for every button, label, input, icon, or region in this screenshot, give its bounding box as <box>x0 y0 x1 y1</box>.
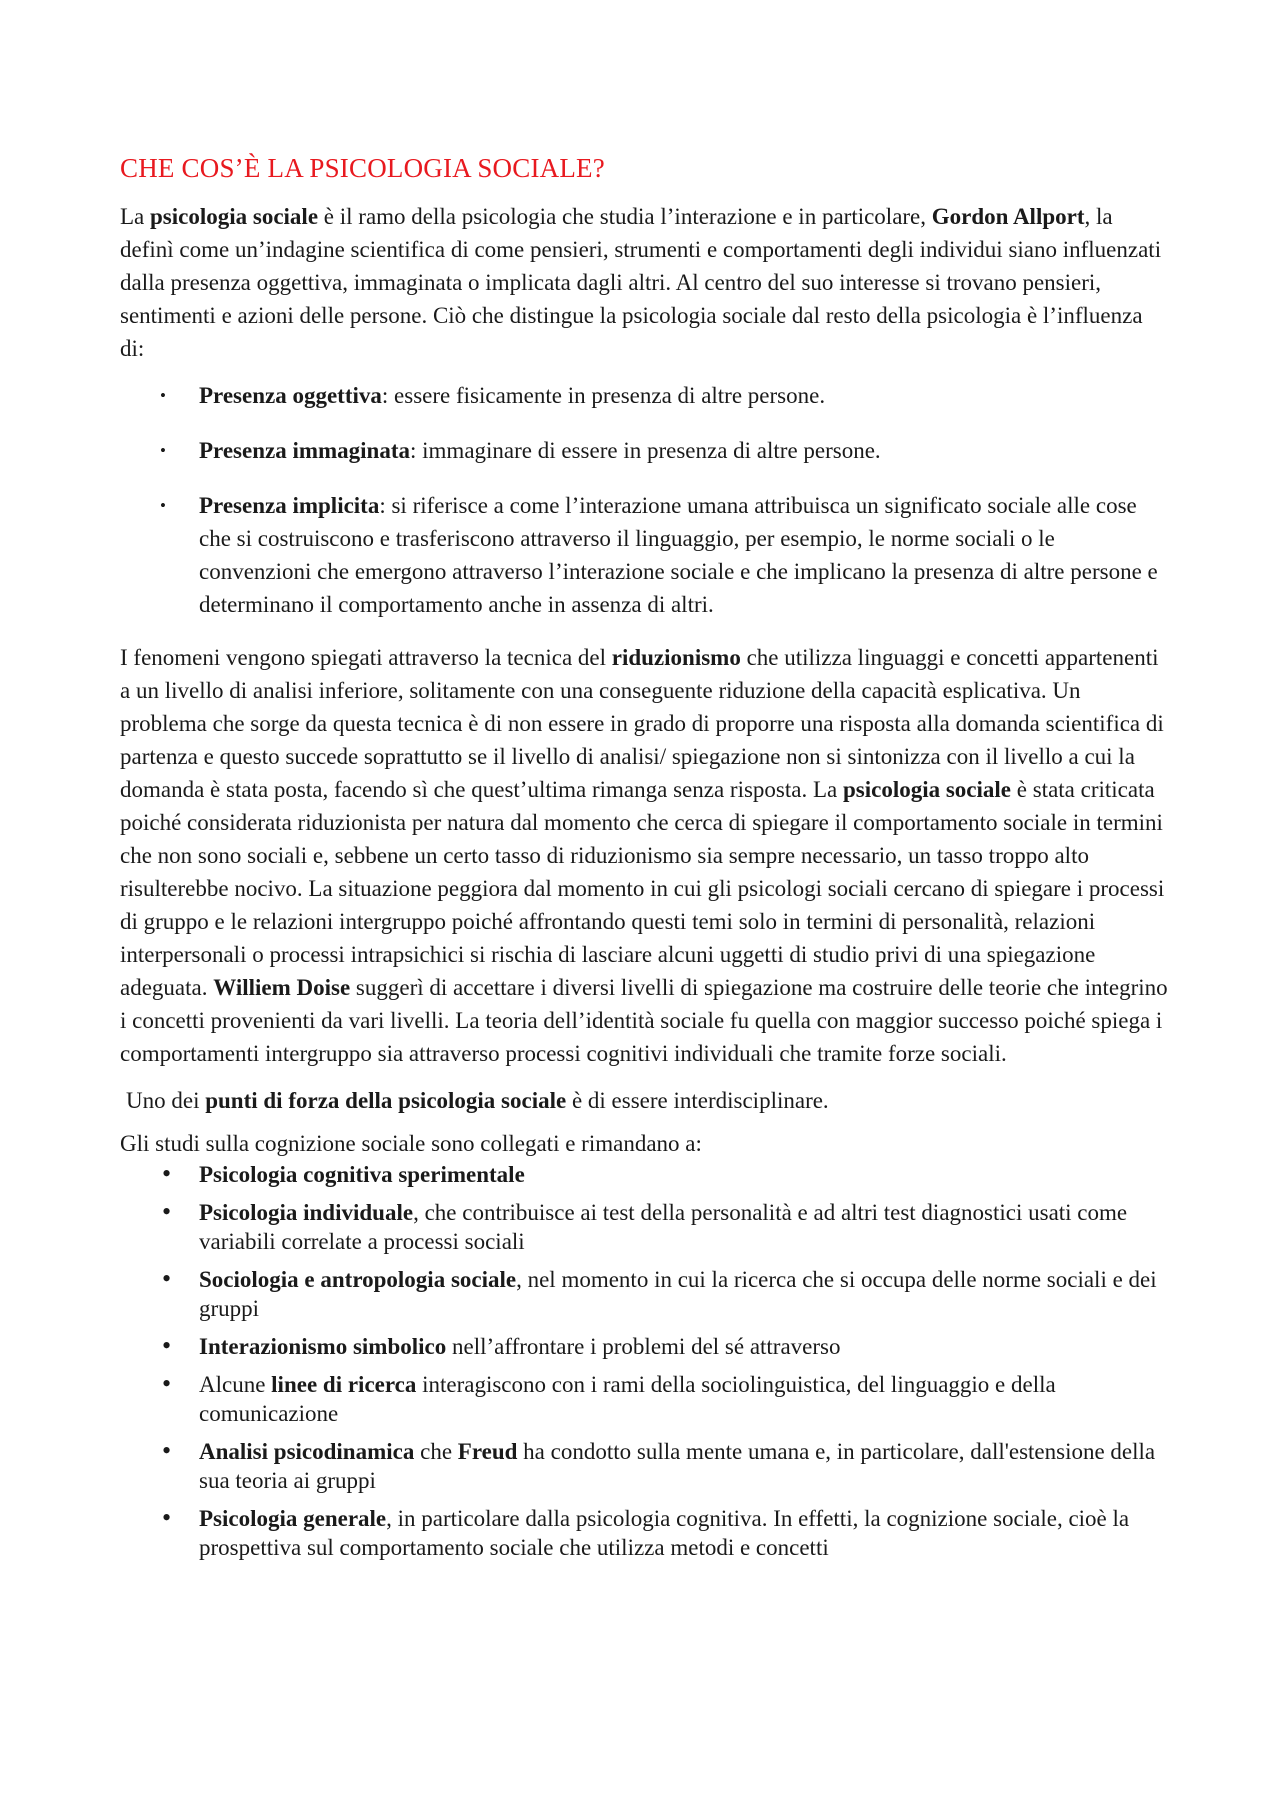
list-item <box>120 1437 1170 1495</box>
bold-term: Analisi psicodinamica <box>199 1439 415 1464</box>
text-run: è stata criticata poiché considerata riduzionista per natura dal momento che cerca di spiegare il comportamento sociale in termini che non sono sociali e, sebbene un certo tasso di riduzionismo sia sempre necessario, un tasso troppo alto risulterebbe nocivo. La situazione peggiora dal momento in cui gli psicologi sociali cercano di spiegare i processi di gruppo e le relazioni intergruppo poiché affrontando questi temi solo in termini di personalità, relazioni interpersonali o processi intrapsichici si rischia di lasciare alcuni uggetti di studio privi di una spiegazione adeguata. <box>120 777 1165 1000</box>
list-item <box>120 1504 1170 1562</box>
bold-term: Gordon Allport <box>931 204 1085 229</box>
bold-term: Psicologia cognitiva sperimentale <box>199 1162 525 1187</box>
document-body <box>120 150 1170 1571</box>
list-item <box>120 1265 1170 1323</box>
bold-term: psicologia sociale <box>150 204 319 229</box>
bullet-icon: • <box>160 441 166 460</box>
strength-paragraph <box>126 1084 1170 1117</box>
bold-term: punti di forza della psicologia sociale <box>205 1088 567 1113</box>
text-run: , che contribuisce ai test della personalità e ad altri test diagnostici usati come variabili correlate a processi sociali <box>199 1200 1128 1254</box>
bold-term: Presenza immaginata <box>199 438 411 463</box>
list-item <box>120 1370 1170 1428</box>
text-run: interagiscono con i rami della sociolinguistica, del linguaggio e della comunicazione <box>199 1372 1056 1426</box>
bullet-icon: • <box>162 1503 172 1532</box>
list-item <box>120 1160 1170 1189</box>
list-item <box>120 1332 1170 1361</box>
bullet-icon: • <box>160 386 166 405</box>
text-run: , nel momento in cui la ricerca che si occupa delle norme sociali e dei gruppi <box>199 1267 1157 1321</box>
list-item <box>120 379 1170 412</box>
text-run: : immaginare di essere in presenza di altre persone. <box>410 438 881 463</box>
text-run: Uno dei <box>126 1088 206 1113</box>
text-run: è il ramo della psicologia che studia l’interazione e in particolare, <box>318 204 932 229</box>
reductionism-paragraph <box>120 641 1170 1070</box>
bullet-icon: • <box>162 1264 172 1293</box>
text-run: : essere fisicamente in presenza di altre persone. <box>381 383 826 408</box>
text-run: Alcune <box>199 1372 272 1397</box>
list-item <box>120 1198 1170 1256</box>
text-run: I fenomeni vengono spiegati attraverso la tecnica del <box>120 645 612 670</box>
list-item <box>120 434 1170 467</box>
text-run: nell’affrontare i problemi del sé attraverso <box>446 1334 841 1359</box>
text-run: che utilizza linguaggi e concetti appartenenti a un livello di analisi inferiore, solitamente con una conseguente riduzione della capacità esplicativa. Un problema che sorge da questa tecnica è di non essere in grado di proporre una risposta alla domanda scientifica di partenza e questo succede soprattutto se il livello di analisi/ spiegazione non si sintonizza con il livello a cui la domanda è stata posta, facendo sì che quest’ultima rimanga senza risposta. La <box>120 645 1164 802</box>
bullet-icon: • <box>162 1197 172 1226</box>
bold-term: Freud <box>457 1439 518 1464</box>
bullet-icon: • <box>162 1331 172 1360</box>
bullet-icon: • <box>162 1369 172 1398</box>
bold-term: Interazionismo simbolico <box>199 1334 447 1359</box>
text-run: ha condotto sulla mente umana e, in particolare, dall'estensione della sua teoria ai gruppi <box>199 1439 1156 1493</box>
presence-list <box>120 379 1170 621</box>
bold-term: Presenza implicita <box>199 493 380 518</box>
bold-term: psicologia sociale <box>842 777 1012 802</box>
bullet-icon: • <box>162 1159 172 1188</box>
bullet-icon: • <box>162 1436 172 1465</box>
list-item <box>120 489 1170 621</box>
page-title: CHE COS’È LA PSICOLOGIA SOCIALE? <box>120 153 605 183</box>
bullet-icon: • <box>160 496 166 515</box>
text-run: , la definì come un’indagine scientifica di come pensieri, strumenti e comportamenti degli individui siano influenzati dalla presenza oggettiva, immaginata o implicata dagli altri. Al centro del suo interesse si trovano pensieri, sentimenti e azioni delle persone. Ciò che distingue la psicologia sociale dal resto della psicologia è l’influenza di: <box>120 204 1162 361</box>
text-run: che <box>414 1439 458 1464</box>
text-run: : si riferisce a come l’interazione umana attribuisca un significato sociale alle cose che si costruiscono e trasferiscono attraverso il linguaggio, per esempio, le norme sociali o le convenzioni che emergono attraverso l’interazione sociale e che implicano la presenza di altre persone e determinano il comportamento anche in assenza di altri. <box>199 493 1158 617</box>
bold-term: Sociologia e antropologia sociale <box>199 1267 517 1292</box>
links-intro: Gli studi sulla cognizione sociale sono collegati e rimandano a: <box>120 1131 702 1156</box>
bold-term: Presenza oggettiva <box>199 383 382 408</box>
bold-term: linee di ricerca <box>271 1372 417 1397</box>
text-run: La <box>120 204 151 229</box>
text-run: , in particolare dalla psicologia cognitiva. In effetti, la cognizione sociale, cioè la prospettiva sul comportamento sociale che utilizza metodi e concetti <box>199 1506 1130 1560</box>
bold-term: riduzionismo <box>611 645 741 670</box>
text-run: è di essere interdisciplinare. <box>566 1088 829 1113</box>
bold-term: Williem Doise <box>213 975 351 1000</box>
bold-term: Psicologia individuale <box>199 1200 414 1225</box>
text-run: suggerì di accettare i diversi livelli di spiegazione ma costruire delle teorie che integrino i concetti provenienti da vari livelli. La teoria dell’identità sociale fu quella con maggior successo poiché spiega i comportamenti intergruppo sia attraverso processi cognitivi individuali che tramite forze sociali. <box>120 975 1168 1066</box>
links-list <box>120 1160 1170 1562</box>
intro-paragraph <box>120 200 1170 365</box>
bold-term: Psicologia generale <box>199 1506 387 1531</box>
